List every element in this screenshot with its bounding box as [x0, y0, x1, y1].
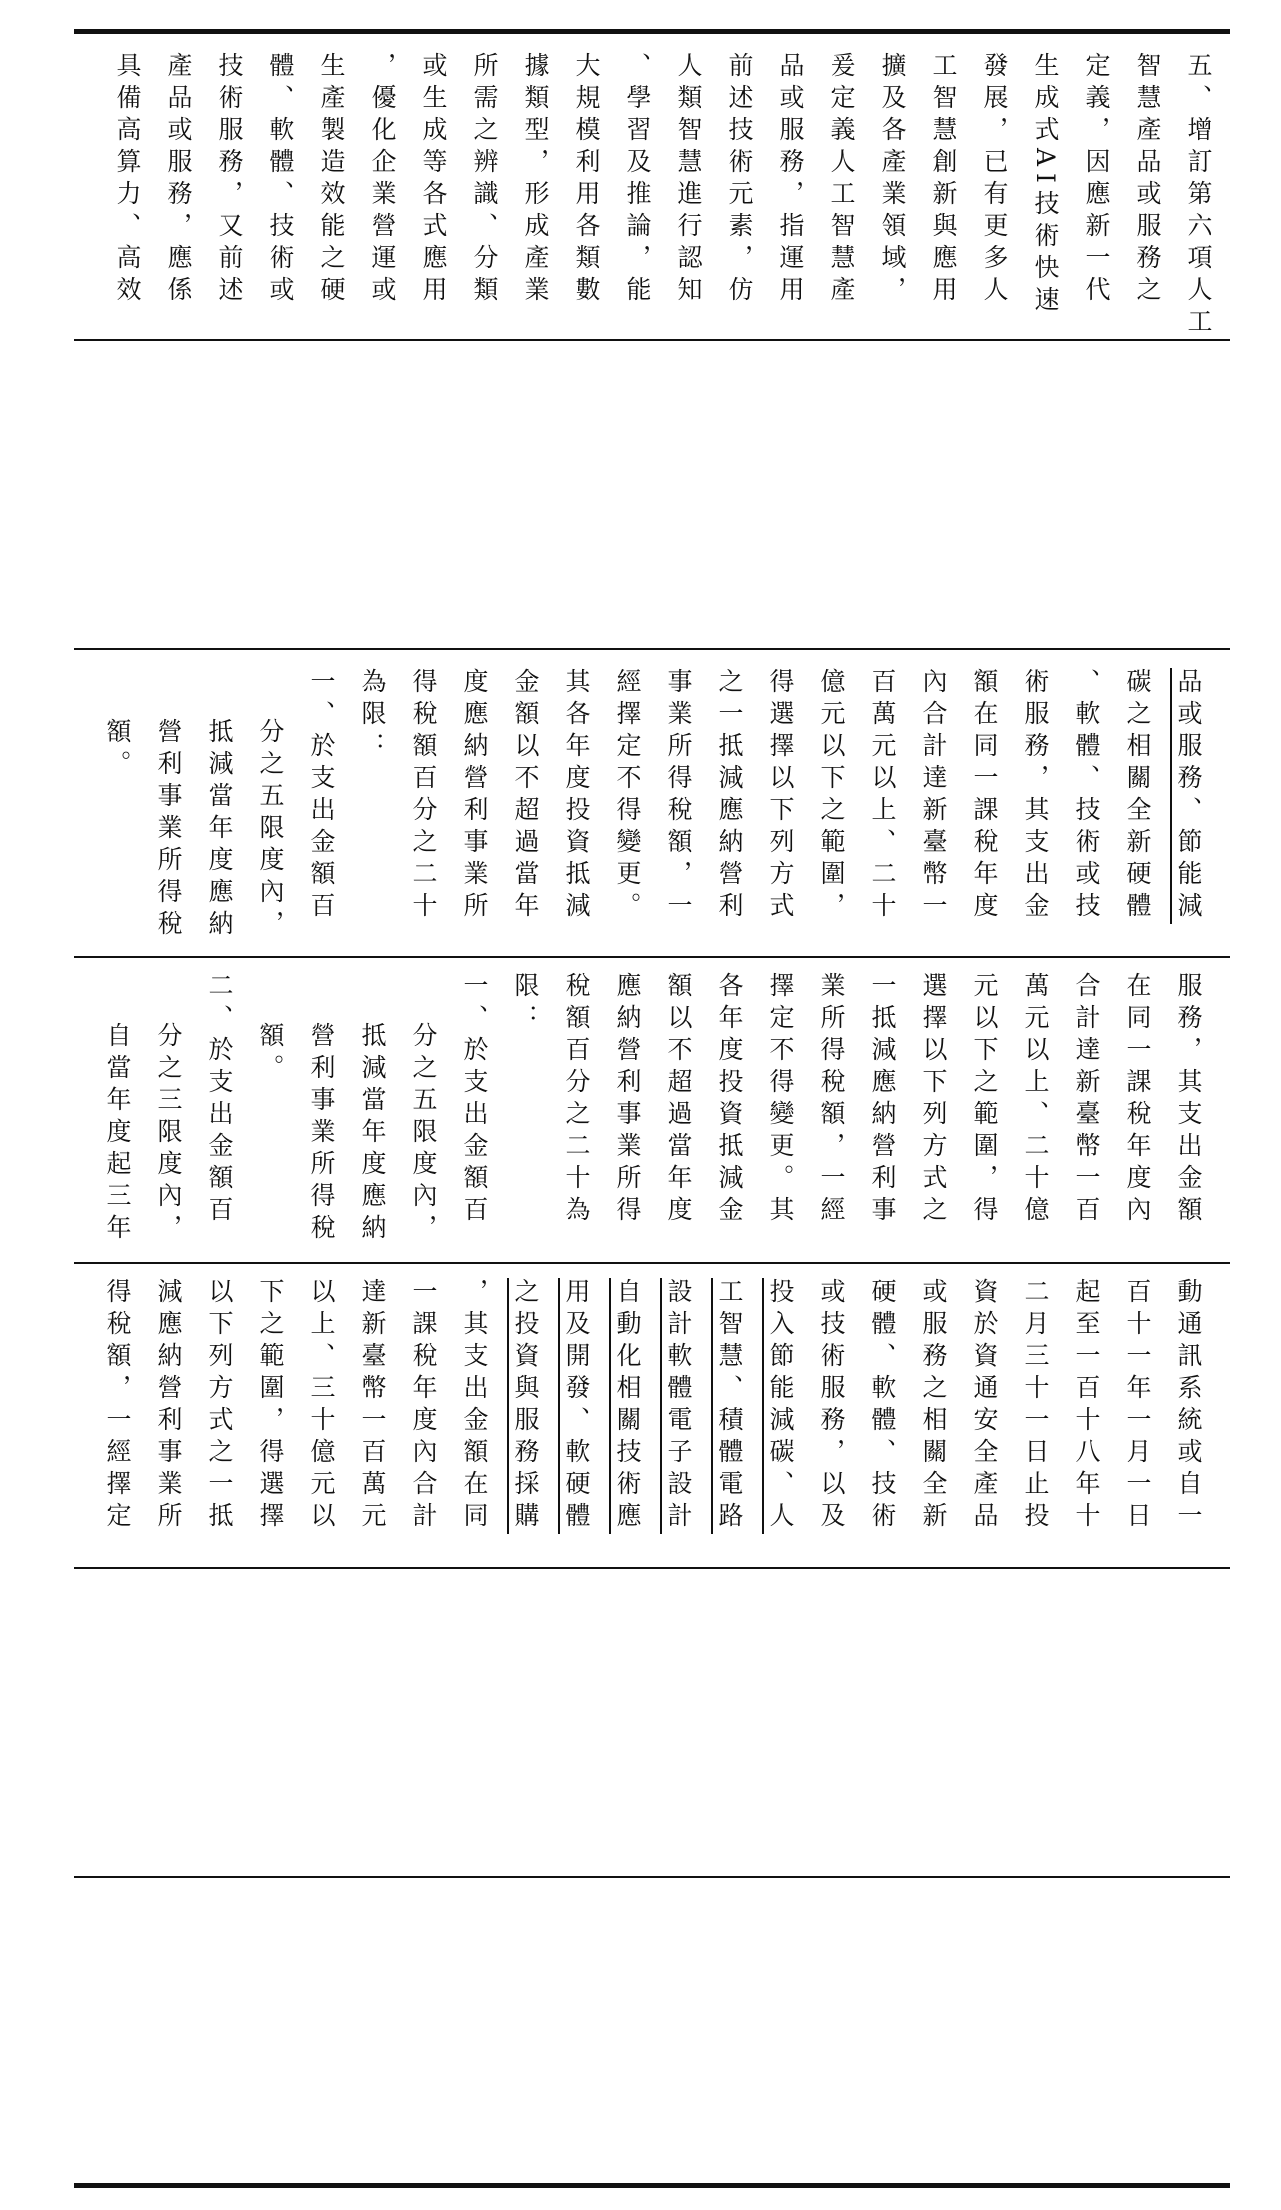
text-column: 定義，因應新一代: [1082, 52, 1111, 308]
text-column: 在同一課稅年度內: [1123, 972, 1152, 1228]
empty-cell: [74, 1569, 1230, 1876]
text-column: 二月三十一日止投: [1021, 1278, 1050, 1534]
text-column: 、學習及推論，能: [623, 52, 652, 308]
text-column: ，優化企業營運或: [368, 52, 397, 308]
text-column: 其各年度投資抵減: [562, 668, 591, 924]
text-column: 額。: [103, 718, 132, 782]
text-column: 生成式AI技術快速: [1031, 52, 1060, 318]
vertical-text-block: [102, 52, 1224, 340]
text-column: 一、於支出金額百: [460, 972, 489, 1228]
vertical-text-block: [92, 972, 1214, 1246]
text-column: 投入節能減碳、人: [766, 1278, 795, 1534]
text-column: 產品或服務，應係: [164, 52, 193, 308]
text-column: 擇定不得變更。其: [766, 972, 795, 1228]
text-column: 具備高算力、高效: [113, 52, 142, 308]
text-column: 設計軟體電子設計: [664, 1278, 693, 1534]
text-column: 之投資與服務採購: [511, 1278, 540, 1534]
text-column: 一、於支出金額百: [307, 668, 336, 924]
bottom-border: [74, 2183, 1230, 2188]
text-column: 自當年度起三年: [103, 1022, 132, 1246]
text-column: ，其支出金額在同: [460, 1278, 489, 1534]
text-column: 智慧產品或服務之: [1133, 52, 1162, 308]
empty-cell: [74, 341, 1230, 648]
text-column: 二、於支出金額百: [205, 972, 234, 1228]
text-column: 之一抵減應納營利: [715, 668, 744, 924]
text-column: 爰定義人工智慧產: [827, 52, 856, 308]
text-column: 選擇以下列方式之: [919, 972, 948, 1228]
text-column: 為限：: [358, 668, 387, 764]
text-column: 事業所得稅額，一: [664, 668, 693, 924]
text-column: 分之三限度內，: [154, 1022, 183, 1246]
text-column: 據類型，形成產業: [521, 52, 550, 308]
text-column: 以下列方式之一抵: [205, 1278, 234, 1534]
text-cell-amended-article: [74, 1264, 1230, 1567]
text-column: 或生成等各式應用: [419, 52, 448, 308]
text-column: 額以不超過當年度: [664, 972, 693, 1228]
text-column: 營利事業所得稅: [154, 718, 183, 942]
text-column: 度應納營利事業所: [460, 668, 489, 924]
vertical-text-block: [92, 1278, 1214, 1534]
empty-cell: [74, 1878, 1230, 2183]
text-column: 一課稅年度內合計: [409, 1278, 438, 1534]
text-column: 得選擇以下列方式: [766, 668, 795, 924]
text-column: 經擇定不得變更。: [613, 668, 642, 924]
text-column: 品或服務、節能減: [1174, 668, 1203, 924]
text-column: 分之五限度內，: [409, 1022, 438, 1246]
text-column: 元以下之範圍，得: [970, 972, 999, 1228]
text-column: 得稅額百分之二十: [409, 668, 438, 924]
text-column: 下之範圍，得選擇: [256, 1278, 285, 1534]
text-column: 、軟體、技術或技: [1072, 668, 1101, 924]
text-column: 工智慧創新與應用: [929, 52, 958, 308]
text-column: 內合計達新臺幣一: [919, 668, 948, 924]
text-column: 人類智慧進行認知: [674, 52, 703, 308]
text-column: 術服務，其支出金: [1021, 668, 1050, 924]
text-column: 額在同一課稅年度: [970, 668, 999, 924]
text-column: 應納營利事業所得: [613, 972, 642, 1228]
text-cell-current-article: [74, 958, 1230, 1262]
text-column: 動通訊系統或自一: [1174, 1278, 1203, 1534]
text-column: 達新臺幣一百萬元: [358, 1278, 387, 1534]
text-column: 發展，已有更多人: [980, 52, 1009, 308]
text-column: 稅額百分之二十為: [562, 972, 591, 1228]
text-column: 合計達新臺幣一百: [1072, 972, 1101, 1228]
text-column: 體、軟體、技術或: [266, 52, 295, 308]
text-column: 萬元以上、二十億: [1021, 972, 1050, 1228]
text-column: 硬體、軟體、技術: [868, 1278, 897, 1534]
text-column: 各年度投資抵減金: [715, 972, 744, 1228]
text-cell-draft-article: [74, 650, 1230, 956]
text-column: 前述技術元素，仿: [725, 52, 754, 308]
text-column: 以上、三十億元以: [307, 1278, 336, 1534]
text-column: 一抵減應納營利事: [868, 972, 897, 1228]
text-column: 資於資通安全產品: [970, 1278, 999, 1534]
text-column: 億元以下之範圍，: [817, 668, 846, 924]
text-column: 用及開發、軟硬體: [562, 1278, 591, 1534]
vertical-text-block: [92, 668, 1214, 942]
text-column: 分之五限度內，: [256, 718, 285, 942]
text-column: 限：: [511, 972, 540, 1036]
text-column: 起至一百十八年十: [1072, 1278, 1101, 1534]
text-column: 或服務之相關全新: [919, 1278, 948, 1534]
text-column: 服務，其支出金額: [1174, 972, 1203, 1228]
text-column: 或技術服務，以及: [817, 1278, 846, 1534]
text-column: 營利事業所得稅: [307, 1022, 336, 1246]
text-column: 抵減當年度應納: [358, 1022, 387, 1246]
text-column: 百十一年一月一日: [1123, 1278, 1152, 1534]
text-column: 抵減當年度應納: [205, 718, 234, 942]
text-column: 得稅額，一經擇定: [103, 1278, 132, 1534]
text-column: 自動化相關技術應: [613, 1278, 642, 1534]
text-column: 業所得稅額，一經: [817, 972, 846, 1228]
text-cell-ai-definition: [74, 34, 1230, 339]
text-column: 技術服務，又前述: [215, 52, 244, 308]
text-column: 減應納營利事業所: [154, 1278, 183, 1534]
text-column: 擴及各產業領域，: [878, 52, 907, 308]
text-column: 工智慧、積體電路: [715, 1278, 744, 1534]
text-column: 百萬元以上、二十: [868, 668, 897, 924]
text-column: 五、增訂第六項人工: [1184, 52, 1213, 340]
text-column: 所需之辨識、分類: [470, 52, 499, 308]
text-column: 額。: [256, 1022, 285, 1086]
text-column: 品或服務，指運用: [776, 52, 805, 308]
text-column: 金額以不超過當年: [511, 668, 540, 924]
text-column: 大規模利用各類數: [572, 52, 601, 308]
text-column: 生產製造效能之硬: [317, 52, 346, 308]
text-column: 碳之相關全新硬體: [1123, 668, 1152, 924]
